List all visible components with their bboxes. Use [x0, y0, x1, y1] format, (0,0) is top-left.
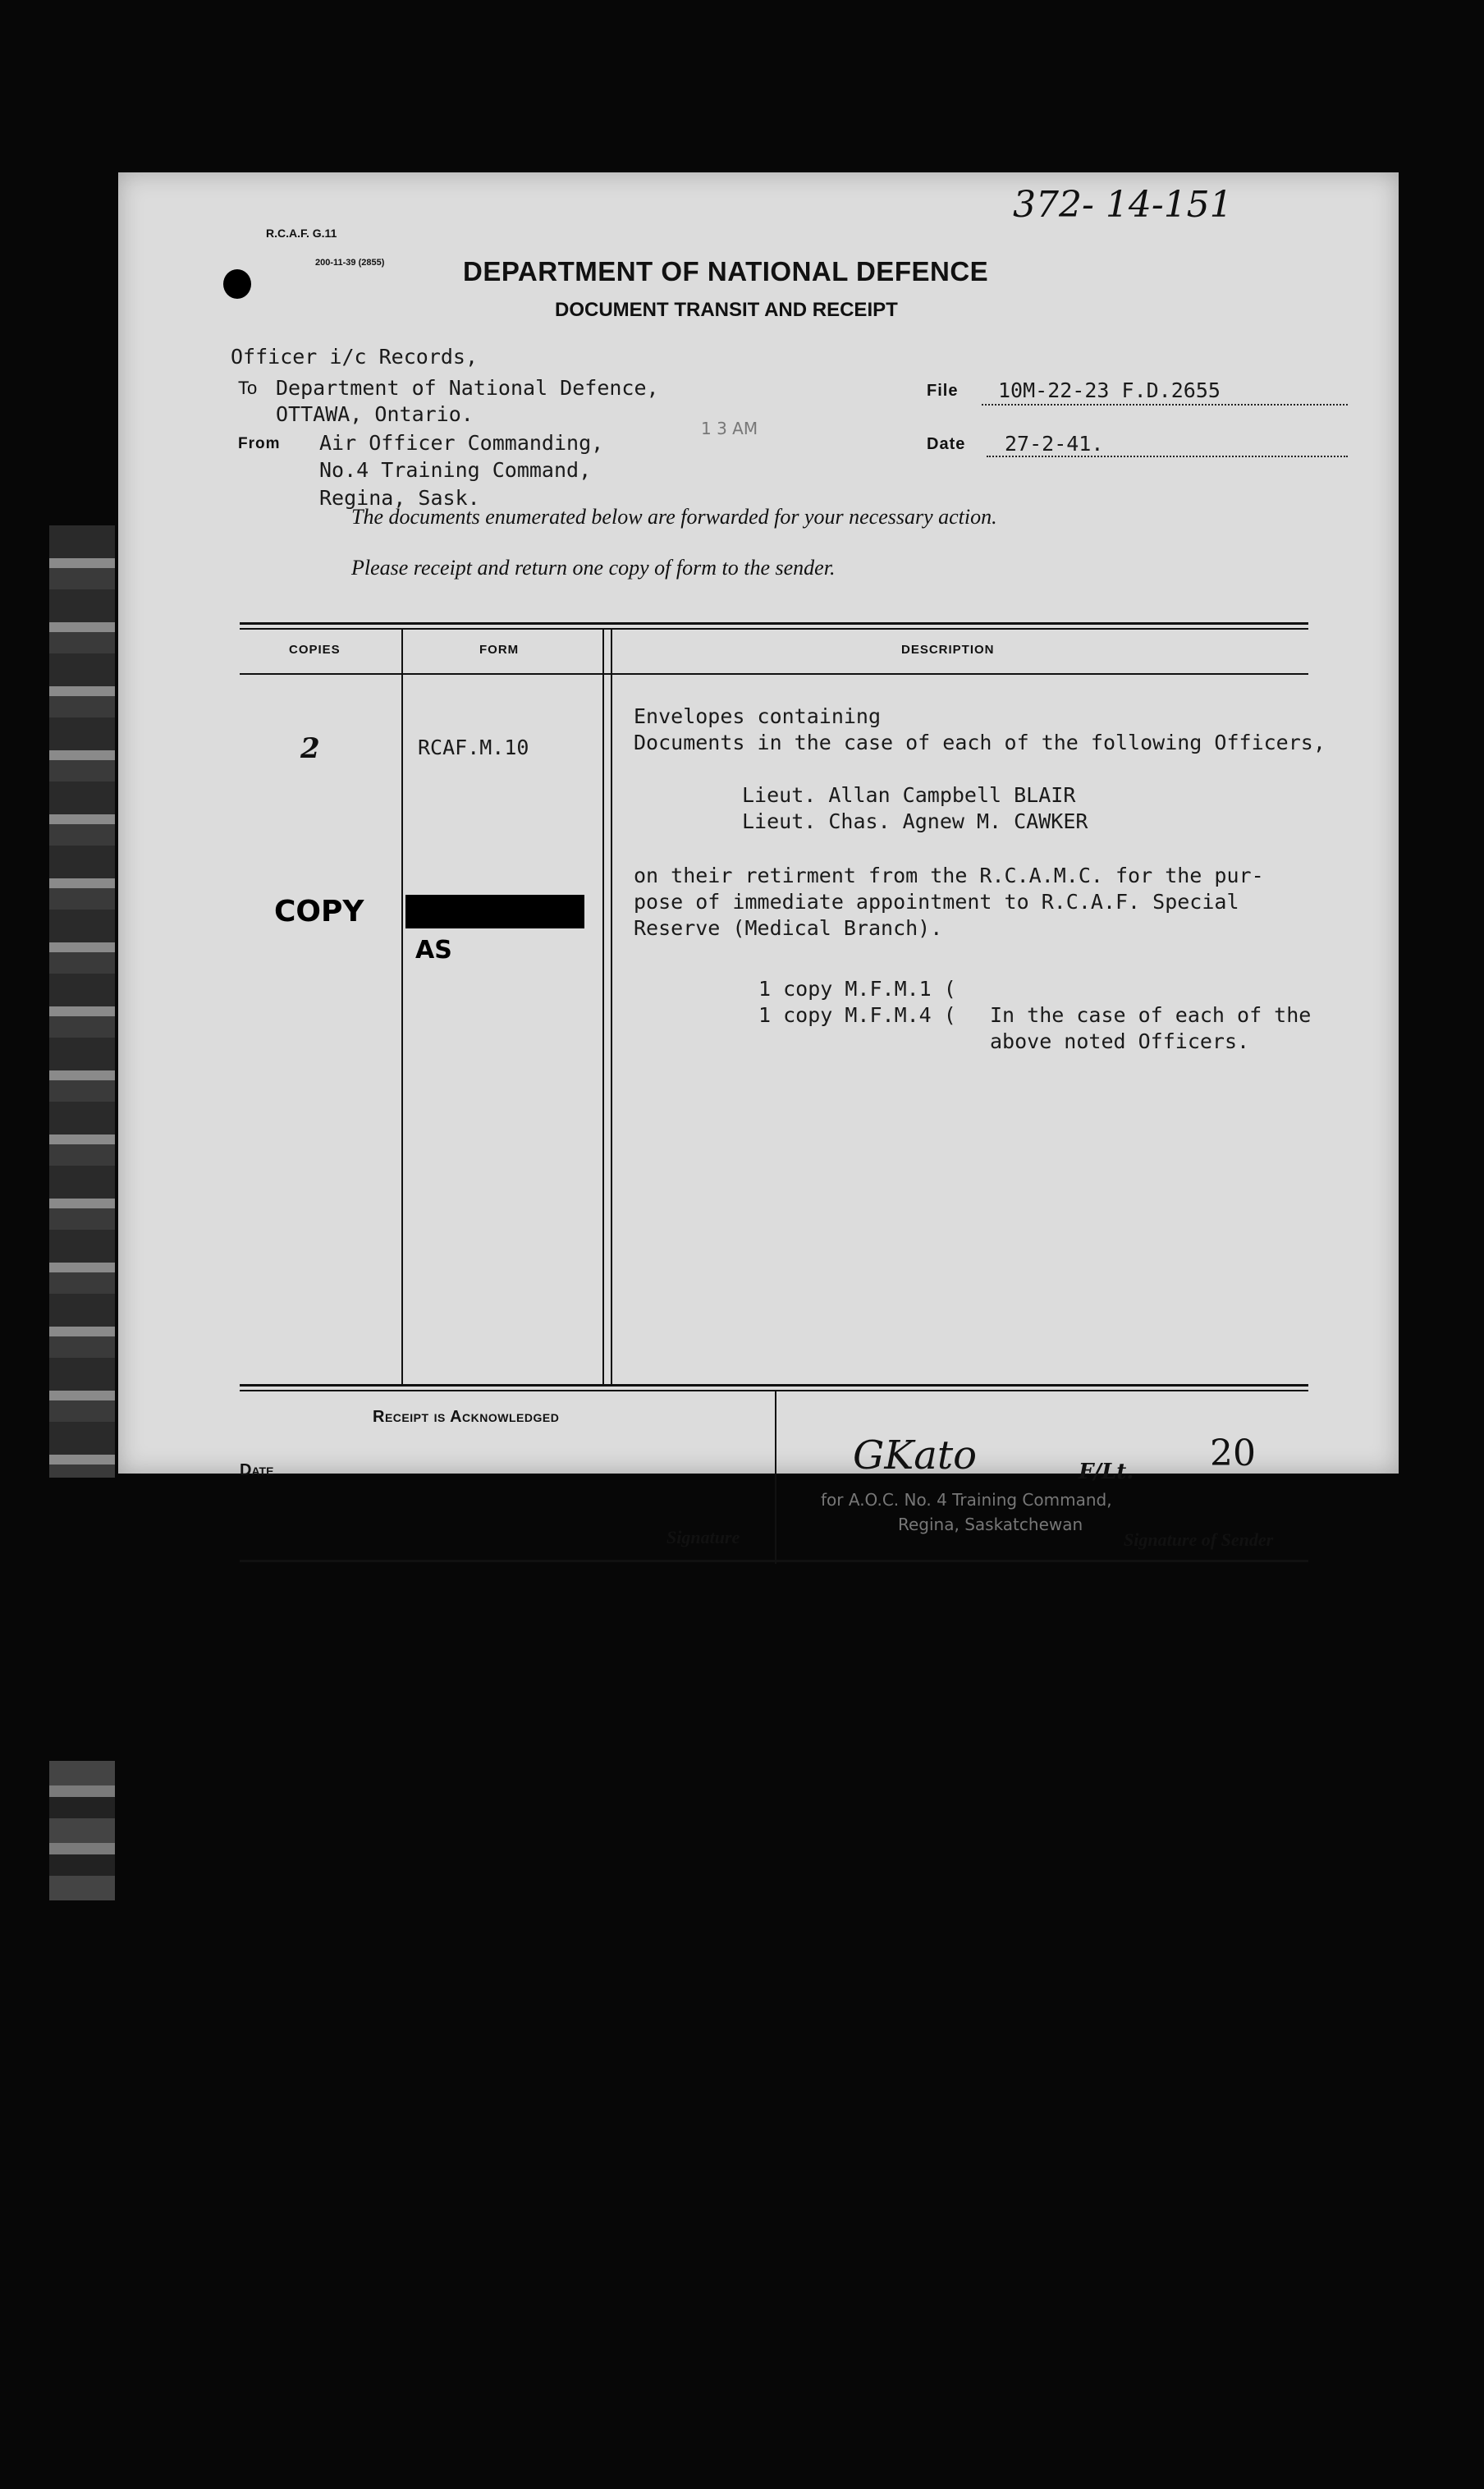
- date-value: 27-2-41.: [1005, 432, 1104, 456]
- file-label: File: [927, 382, 959, 400]
- table-top-rule-2: [240, 628, 1308, 630]
- retirement-line-3: Reserve (Medical Branch).: [634, 916, 943, 940]
- sender-signature: GKato: [853, 1432, 978, 1478]
- col-divider-3: [611, 629, 612, 1384]
- description-line-1: Envelopes containing: [634, 704, 882, 728]
- returned-stamp-text: RETURNED: [405, 895, 585, 928]
- document-subtitle: DOCUMENT TRANSIT AND RECEIPT: [555, 299, 898, 321]
- retirement-line-1: on their retirment from the R.C.A.M.C. for the pur-: [634, 864, 1264, 887]
- to-line-2: Department of National Defence,: [276, 376, 659, 400]
- header-description: DESCRIPTION: [901, 643, 995, 657]
- instruction-forwarded: The documents enumerated below are forwarded for your necessary action.: [351, 505, 997, 529]
- form-print-code: 200-11-39 (2855): [315, 258, 385, 268]
- to-line-1: Officer i/c Records,: [231, 345, 479, 369]
- date-label: Date: [927, 435, 966, 453]
- sender-signature-label: Signature of Sender: [1124, 1529, 1274, 1550]
- receipt-signature-label: Signature: [666, 1527, 740, 1547]
- form-code: R.C.A.F. G.11: [266, 227, 337, 240]
- instruction-receipt: Please receipt and return one copy of form to the sender.: [351, 556, 836, 580]
- document-page: [118, 172, 1399, 1550]
- ink-blot: [223, 269, 251, 299]
- from-label: From: [238, 435, 281, 452]
- officer-2: Lieut. Chas. Agnew M. CAWKER: [742, 809, 1088, 833]
- receipt-date-label: Date: [240, 1461, 274, 1479]
- col-divider-1: [401, 629, 403, 1384]
- returned-stamp-sub: AS: [415, 936, 452, 965]
- sender-stamp-line-2: Regina, Saskatchewan: [898, 1515, 1083, 1534]
- header-form: FORM: [479, 643, 520, 657]
- sender-rank: F/Lt.: [1079, 1460, 1134, 1484]
- film-strip-lower: [49, 1761, 115, 1900]
- received-stamp-faint: 1 3 AM: [701, 419, 758, 438]
- copy-stamp: COPY: [274, 895, 364, 928]
- officer-1: Lieut. Allan Campbell BLAIR: [742, 783, 1076, 807]
- file-underline: [982, 404, 1348, 406]
- copies-value: 2: [300, 732, 320, 765]
- copy-line-2: 1 copy M.F.M.4 (: [758, 1003, 956, 1027]
- receipt-top-rule-2: [240, 1390, 1308, 1391]
- receipt-divider: [775, 1391, 776, 1564]
- retirement-line-2: pose of immediate appointment to R.C.A.F. Special: [634, 890, 1239, 914]
- film-strip-upper: [49, 525, 115, 1478]
- from-line-3: Regina, Sask.: [319, 486, 480, 510]
- to-line-3: OTTAWA, Ontario.: [276, 402, 474, 426]
- copy-note-line-1: In the case of each of the: [990, 1003, 1312, 1027]
- from-line-1: Air Officer Commanding,: [319, 431, 604, 455]
- file-value: 10M-22-23 F.D.2655: [998, 378, 1221, 402]
- receipt-heading: Receipt is Acknowledged: [373, 1408, 560, 1426]
- header-copies: COPIES: [289, 643, 341, 657]
- form-value: RCAF.M.10: [418, 736, 529, 759]
- from-line-2: No.4 Training Command,: [319, 458, 592, 482]
- handwritten-file-reference: 372- 14-151: [1013, 184, 1233, 226]
- col-divider-2: [602, 629, 604, 1384]
- date-underline: [987, 456, 1348, 457]
- table-top-rule: [240, 622, 1308, 625]
- copy-note-line-2: above noted Officers.: [990, 1029, 1250, 1053]
- department-title: DEPARTMENT OF NATIONAL DEFENCE: [463, 256, 989, 286]
- returned-stamp: [405, 895, 584, 928]
- description-line-2: Documents in the case of each of the following Officers,: [634, 731, 1326, 754]
- sender-number: 20: [1210, 1432, 1256, 1474]
- receipt-top-rule: [240, 1384, 1308, 1387]
- table-header-rule: [240, 673, 1308, 675]
- receipt-bottom-rule: [240, 1560, 1308, 1562]
- to-label: To: [238, 378, 258, 398]
- sender-stamp-line-1: for A.O.C. No. 4 Training Command,: [821, 1490, 1112, 1510]
- copy-line-1: 1 copy M.F.M.1 (: [758, 977, 956, 1001]
